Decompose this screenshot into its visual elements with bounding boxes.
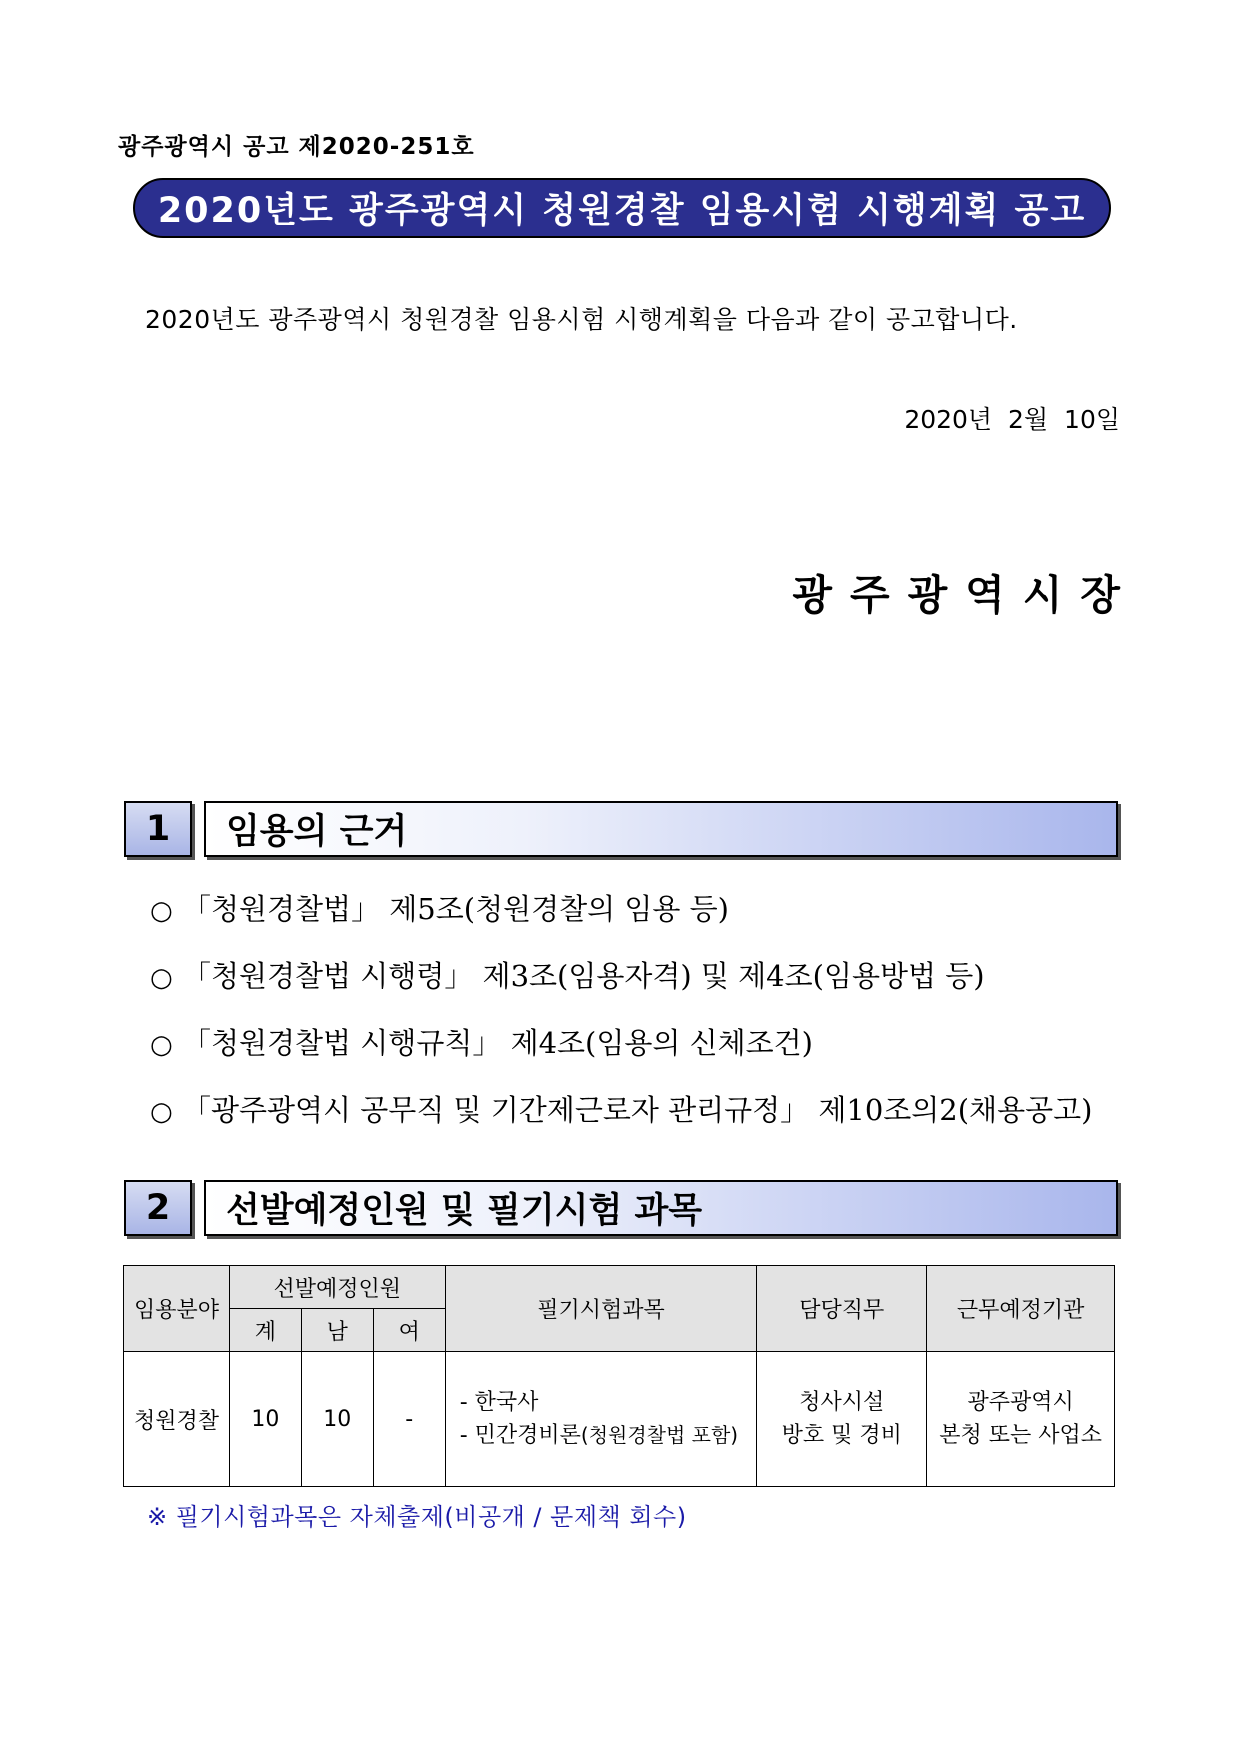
basis-text: 「청원경찰법 시행령」 제3조(임용자격) 및 제4조(임용방법 등) [182, 959, 985, 993]
cell-subjects [445, 1352, 757, 1487]
cell-female: - [373, 1352, 445, 1487]
section-2-title: 선발예정인원 및 필기시험 과목 [204, 1180, 1118, 1236]
header-total: 계 [229, 1309, 301, 1352]
header-subjects: 필기시험과목 [445, 1266, 757, 1352]
basis-text: 「광주광역시 공무직 및 기간제근로자 관리규정」 제10조의2(채용공고) [182, 1093, 1093, 1127]
bullet-icon: ○ [150, 1030, 173, 1060]
agency-line-1: 광주광역시 [967, 1390, 1074, 1415]
cell-agency [927, 1352, 1115, 1487]
bullet-icon: ○ [150, 1097, 173, 1127]
basis-item [150, 1021, 813, 1062]
cell-duty [757, 1352, 927, 1487]
duty-line-2: 방호 및 경비 [781, 1423, 902, 1448]
footnote: ※ 필기시험과목은 자체출제(비공개 / 문제책 회수) [147, 1503, 687, 1531]
subject-private-security-main: - 민간경비론 [459, 1423, 581, 1448]
subject-korean-history: - 한국사 [459, 1390, 539, 1415]
basis-text: 「청원경찰법」 제5조(청원경찰의 임용 등) [182, 892, 729, 926]
basis-item [150, 954, 985, 995]
notice-date: 2020년 2월 10일 [904, 405, 1120, 434]
basis-item [150, 887, 729, 928]
notice-title: 2020년도 광주광역시 청원경찰 임용시험 시행계획 공고 [133, 178, 1111, 238]
agency-line-2: 본청 또는 사업소 [939, 1423, 1102, 1448]
intro-text: 2020년도 광주광역시 청원경찰 임용시험 시행계획을 다음과 같이 공고합니다. [145, 305, 1018, 334]
section-2-number: 2 [124, 1180, 192, 1236]
header-male: 남 [301, 1309, 373, 1352]
notice-number: 광주광역시 공고 제2020-251호 [118, 134, 475, 160]
header-duty: 담당직무 [757, 1266, 927, 1352]
cell-total: 10 [229, 1352, 301, 1487]
header-planned: 선발예정인원 [229, 1266, 445, 1309]
issuer: 광주광역시장 [792, 571, 1138, 619]
cell-male: 10 [301, 1352, 373, 1487]
subject-private-security [460, 1419, 757, 1452]
subject-private-security-note: (청원경찰법 포함) [580, 1423, 739, 1447]
cell-field: 청원경찰 [124, 1352, 230, 1487]
header-female: 여 [373, 1309, 445, 1352]
recruitment-table [123, 1265, 1115, 1487]
section-1-number: 1 [124, 801, 192, 857]
header-field: 임용분야 [124, 1266, 230, 1352]
duty-line-1: 청사시설 [799, 1390, 885, 1415]
section-1-title: 임용의 근거 [204, 801, 1118, 857]
bullet-icon: ○ [150, 963, 173, 993]
bullet-icon: ○ [150, 896, 173, 926]
basis-text: 「청원경찰법 시행규칙」 제4조(임용의 신체조건) [182, 1026, 813, 1060]
table-row [124, 1352, 1115, 1487]
header-agency: 근무예정기관 [927, 1266, 1115, 1352]
basis-item [150, 1088, 1092, 1129]
